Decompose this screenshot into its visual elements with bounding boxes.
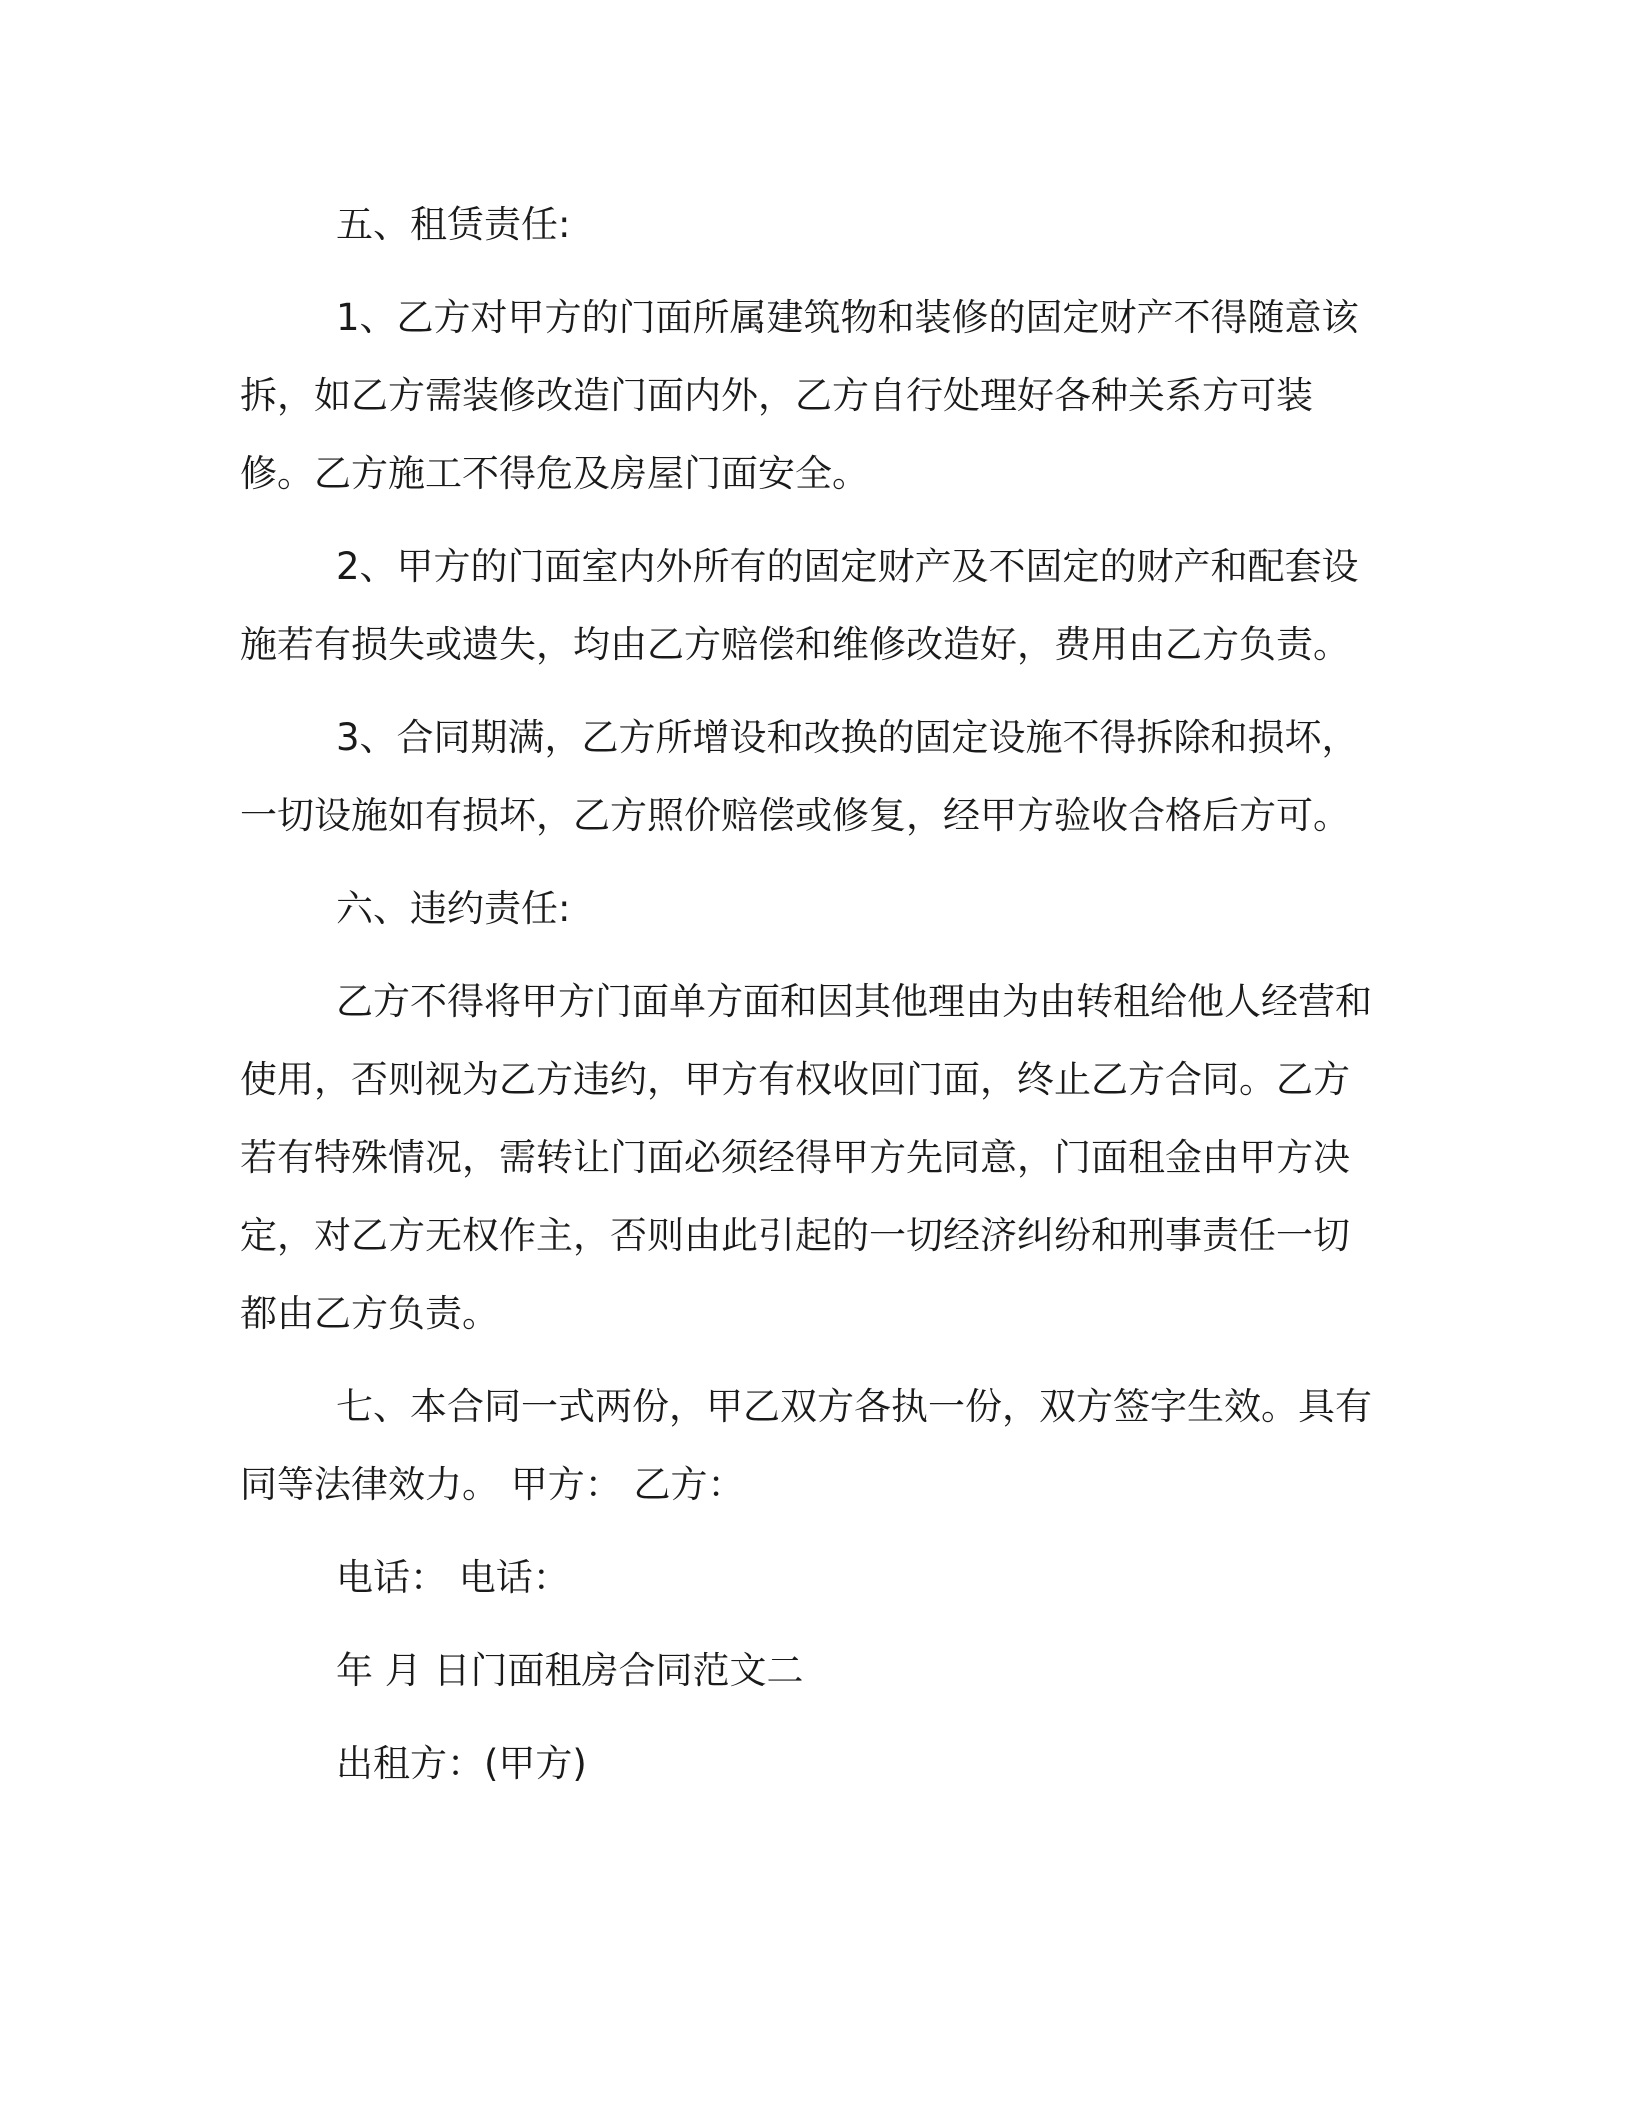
- clause-1-paragraph: 1、乙方对甲方的门面所属建筑物和装修的固定财产不得随意该拆，如乙方需装修改造门面内外，乙方自行处理好各种关系方可装修。乙方施工不得危及房屋门面安全。: [240, 296, 1359, 495]
- clause-3-paragraph: 3、合同期满，乙方所增设和改换的固定设施不得拆除和损坏，一切设施如有损坏，乙方照价赔偿或修复，经甲方验收合格后方可。: [240, 716, 1359, 837]
- document-body: [240, 186, 1380, 1818]
- clause-7-paragraph: 七、本合同一式两份，甲乙双方各执一份，双方签字生效。具有同等法律效力。 甲方： 乙方：: [240, 1385, 1372, 1506]
- clause-2-paragraph: 2、甲方的门面室内外所有的固定财产及不固定的财产和配套设施若有损失或遗失，均由乙方赔偿和维修改造好，费用由乙方负责。: [240, 545, 1359, 666]
- breach-clause-paragraph: 乙方不得将甲方门面单方面和因其他理由为由转租给他人经营和使用，否则视为乙方违约，甲方有权收回门面，终止乙方合同。乙方若有特殊情况，需转让门面必须经得甲方先同意，门面租金由甲方决定，对乙方无权作主，否则由此引起的一切经济纠纷和刑事责任一切都由乙方负责。: [240, 980, 1372, 1335]
- phone-line: 电话： 电话：: [336, 1556, 570, 1599]
- lessor-line: 出租方：(甲方): [336, 1742, 587, 1785]
- section-heading-lease-responsibility: 五、租赁责任:: [336, 203, 571, 246]
- date-title-line: 年 月 日门面租房合同范文二: [336, 1649, 804, 1692]
- section-heading-breach-liability: 六、违约责任:: [336, 887, 571, 930]
